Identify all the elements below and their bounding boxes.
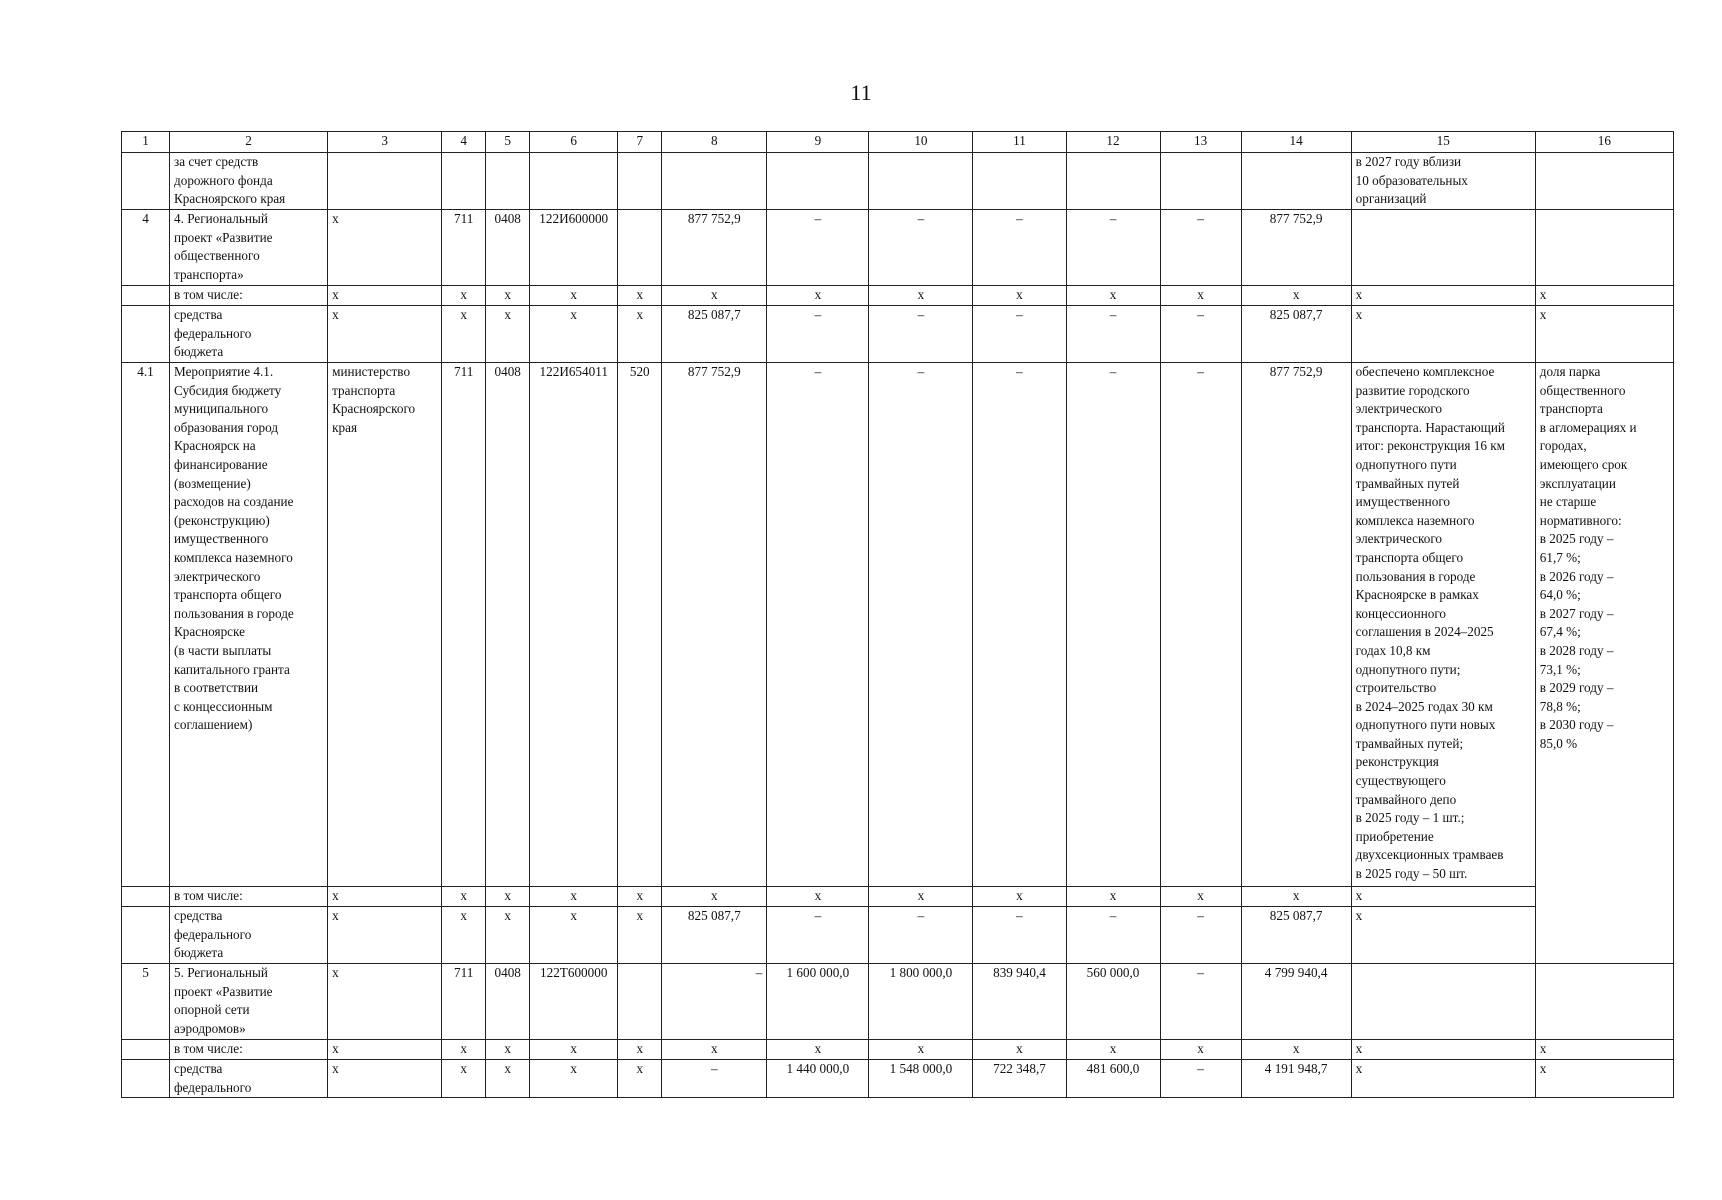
administrator-cell: х (328, 210, 442, 286)
table-row (122, 1040, 1674, 1060)
column-number-7: 7 (618, 132, 662, 153)
cell-expense-type: х (618, 1060, 662, 1098)
cell-value-12: – (1066, 907, 1160, 964)
cell-value-11: – (973, 907, 1066, 964)
administrator-cell: х (328, 964, 442, 1040)
cell-value-13: – (1160, 1060, 1241, 1098)
administrator-cell: министерство транспорта Красноярского края (328, 363, 442, 887)
cell-total: х (1241, 286, 1351, 306)
cell-indicator: х (1535, 306, 1673, 363)
cell-value-12: – (1066, 306, 1160, 363)
cell-value-8: – (662, 964, 767, 1040)
administrator-cell: х (328, 306, 442, 363)
cell-grbs: х (442, 907, 486, 964)
item-name-cell: 5. Региональный проект «Развитие опорной сети аэродромов» (170, 964, 328, 1040)
cell-indicator (1535, 153, 1673, 210)
cell-value-9: – (767, 907, 869, 964)
cell-result (1351, 964, 1535, 1040)
row-number-cell (122, 1060, 170, 1098)
column-number-row (122, 132, 1674, 153)
item-name-cell: средства федерального бюджета (170, 907, 328, 964)
cell-value-10 (869, 153, 973, 210)
cell-value-8: 825 087,7 (662, 306, 767, 363)
item-name-cell: средства федерального (170, 1060, 328, 1098)
cell-grbs: 711 (442, 210, 486, 286)
cell-total: 4 799 940,4 (1241, 964, 1351, 1040)
cell-target-article: х (530, 306, 618, 363)
cell-indicator: х (1535, 1060, 1673, 1098)
cell-indicator: доля парка общественного транспорта в агломерациях и городах, имеющего срок эксплуатации не старше нормативного: в 2025 году – 61,7 %; в 2026 году – 64,0 %; в 2027 году – 67,4 %; в 2028 году – 73,1 %; в 2029 году – 78,8 %; в 2030 году – 85,0 % (1535, 363, 1673, 887)
cell-result: х (1351, 306, 1535, 363)
cell-value-9: – (767, 210, 869, 286)
column-number-15: 15 (1351, 132, 1535, 153)
cell-value-8: 825 087,7 (662, 907, 767, 964)
column-number-3: 3 (328, 132, 442, 153)
cell-result: х (1351, 907, 1535, 964)
cell-total: 877 752,9 (1241, 363, 1351, 887)
cell-value-11 (973, 153, 1066, 210)
cell-value-11: – (973, 363, 1066, 887)
administrator-cell: х (328, 1060, 442, 1098)
cell-target-article: х (530, 286, 618, 306)
table-row (122, 363, 1674, 887)
cell-value-10: – (869, 306, 973, 363)
cell-expense-type: х (618, 907, 662, 964)
column-number-14: 14 (1241, 132, 1351, 153)
column-number-11: 11 (973, 132, 1066, 153)
cell-value-10: – (869, 363, 973, 887)
cell-value-12: 481 600,0 (1066, 1060, 1160, 1098)
cell-expense-type: х (618, 286, 662, 306)
cell-grbs: 711 (442, 363, 486, 887)
cell-value-9: – (767, 363, 869, 887)
cell-value-13 (1160, 153, 1241, 210)
table-row (122, 306, 1674, 363)
table-row (122, 907, 1674, 964)
cell-total: 825 087,7 (1241, 907, 1351, 964)
administrator-cell (328, 153, 442, 210)
item-name-cell: в том числе: (170, 1040, 328, 1060)
cell-value-13: – (1160, 907, 1241, 964)
column-number-2: 2 (170, 132, 328, 153)
cell-target-article: х (530, 1060, 618, 1098)
row-number-cell (122, 907, 170, 964)
cell-value-12: х (1066, 286, 1160, 306)
cell-value-12: х (1066, 1040, 1160, 1060)
cell-expense-type: х (618, 306, 662, 363)
table-row (122, 210, 1674, 286)
cell-target-article: х (530, 887, 618, 907)
cell-value-10: х (869, 1040, 973, 1060)
cell-grbs: х (442, 306, 486, 363)
column-number-5: 5 (486, 132, 530, 153)
cell-indicator (1535, 964, 1673, 1040)
page-number: 11 (850, 80, 872, 105)
cell-target-article (530, 153, 618, 210)
row-number-cell (122, 153, 170, 210)
item-name-cell: в том числе: (170, 887, 328, 907)
cell-value-10: 1 800 000,0 (869, 964, 973, 1040)
cell-value-11: 839 940,4 (973, 964, 1066, 1040)
cell-value-8: х (662, 1040, 767, 1060)
cell-grbs (442, 153, 486, 210)
column-number-10: 10 (869, 132, 973, 153)
item-name-cell: в том числе: (170, 286, 328, 306)
cell-total: х (1241, 887, 1351, 907)
administrator-cell: х (328, 1040, 442, 1060)
cell-result: х (1351, 887, 1535, 907)
row-number-cell: 5 (122, 964, 170, 1040)
table-row (122, 887, 1674, 907)
cell-value-11: – (973, 210, 1066, 286)
cell-result: х (1351, 1060, 1535, 1098)
cell-section: 0408 (486, 210, 530, 286)
cell-value-13: х (1160, 286, 1241, 306)
row-number-cell (122, 286, 170, 306)
cell-section: х (486, 306, 530, 363)
cell-expense-type (618, 964, 662, 1040)
column-number-1: 1 (122, 132, 170, 153)
budget-table (121, 131, 1674, 1098)
cell-value-10: 1 548 000,0 (869, 1060, 973, 1098)
column-number-8: 8 (662, 132, 767, 153)
administrator-cell: х (328, 887, 442, 907)
column-number-9: 9 (767, 132, 869, 153)
cell-section: 0408 (486, 964, 530, 1040)
cell-target-article: 122И600000 (530, 210, 618, 286)
cell-result: в 2027 году вблизи 10 образовательных организаций (1351, 153, 1535, 210)
cell-grbs: х (442, 1040, 486, 1060)
cell-value-12: – (1066, 363, 1160, 887)
cell-value-11: х (973, 286, 1066, 306)
cell-value-13: – (1160, 306, 1241, 363)
row-number-cell: 4.1 (122, 363, 170, 887)
row-number-cell: 4 (122, 210, 170, 286)
cell-total: 4 191 948,7 (1241, 1060, 1351, 1098)
cell-value-8: 877 752,9 (662, 363, 767, 887)
administrator-cell: х (328, 907, 442, 964)
cell-value-9: х (767, 887, 869, 907)
cell-value-11: х (973, 1040, 1066, 1060)
cell-result: обеспечено комплексное развитие городского электрического транспорта. Нарастающий итог: реконструкция 16 км однопутного пути трамвайных путей имущественного комплекса наземного электрического транспорта общего пользования в городе Красноярске в рамках концессионного соглашения в 2024–2025 годах 10,8 км однопутного пути; строительство в 2024–2025 годах 30 км однопутного пути новых трамвайных путей; реконструкция существующего трамвайного депо в 2025 году – 1 шт.; приобретение двухсекционных трамваев в 2025 году – 50 шт. (1351, 363, 1535, 887)
cell-section (486, 153, 530, 210)
item-name-cell: средства федерального бюджета (170, 306, 328, 363)
cell-indicator (1535, 907, 1673, 964)
cell-grbs: х (442, 286, 486, 306)
item-name-cell: за счет средств дорожного фонда Красноярского края (170, 153, 328, 210)
cell-value-9: 1 440 000,0 (767, 1060, 869, 1098)
cell-section: х (486, 907, 530, 964)
cell-value-9: – (767, 306, 869, 363)
cell-expense-type (618, 153, 662, 210)
cell-section: 0408 (486, 363, 530, 887)
cell-value-13: х (1160, 887, 1241, 907)
cell-value-9: х (767, 286, 869, 306)
cell-value-10: х (869, 887, 973, 907)
cell-value-8: х (662, 887, 767, 907)
cell-value-8: – (662, 1060, 767, 1098)
cell-expense-type (618, 210, 662, 286)
column-number-4: 4 (442, 132, 486, 153)
item-name-cell: 4. Региональный проект «Развитие общественного транспорта» (170, 210, 328, 286)
cell-value-12: 560 000,0 (1066, 964, 1160, 1040)
table-row (122, 964, 1674, 1040)
cell-grbs: 711 (442, 964, 486, 1040)
cell-value-8: х (662, 286, 767, 306)
cell-expense-type: х (618, 887, 662, 907)
cell-result: х (1351, 286, 1535, 306)
cell-target-article: 122Т600000 (530, 964, 618, 1040)
column-number-16: 16 (1535, 132, 1673, 153)
cell-value-13: х (1160, 1040, 1241, 1060)
cell-total (1241, 153, 1351, 210)
column-number-12: 12 (1066, 132, 1160, 153)
cell-target-article: х (530, 907, 618, 964)
cell-indicator (1535, 210, 1673, 286)
cell-value-10: – (869, 907, 973, 964)
cell-value-11: 722 348,7 (973, 1060, 1066, 1098)
row-number-cell (122, 1040, 170, 1060)
cell-total: 825 087,7 (1241, 306, 1351, 363)
row-number-cell (122, 887, 170, 907)
row-number-cell (122, 306, 170, 363)
cell-value-9 (767, 153, 869, 210)
cell-value-13: – (1160, 363, 1241, 887)
cell-value-9: 1 600 000,0 (767, 964, 869, 1040)
cell-value-11: х (973, 887, 1066, 907)
cell-value-12: – (1066, 210, 1160, 286)
table-row (122, 1060, 1674, 1098)
cell-value-8 (662, 153, 767, 210)
cell-target-article: х (530, 1040, 618, 1060)
cell-value-11: – (973, 306, 1066, 363)
cell-total: 877 752,9 (1241, 210, 1351, 286)
column-number-6: 6 (530, 132, 618, 153)
cell-value-12: х (1066, 887, 1160, 907)
cell-result: х (1351, 1040, 1535, 1060)
cell-section: х (486, 1040, 530, 1060)
cell-indicator: х (1535, 1040, 1673, 1060)
cell-indicator: х (1535, 286, 1673, 306)
cell-section: х (486, 1060, 530, 1098)
cell-value-10: – (869, 210, 973, 286)
cell-expense-type: х (618, 1040, 662, 1060)
cell-value-10: х (869, 286, 973, 306)
item-name-cell: Мероприятие 4.1. Субсидия бюджету муниципального образования город Красноярск на финансирование (возмещение) расходов на создание (реконструкцию) имущественного комплекса наземного электрического транспорта общего пользования в городе Красноярске (в части выплаты капитального гранта в соответствии с концессионным соглашением) (170, 363, 328, 887)
cell-value-12 (1066, 153, 1160, 210)
cell-indicator (1535, 887, 1673, 907)
cell-grbs: х (442, 887, 486, 907)
column-number-13: 13 (1160, 132, 1241, 153)
administrator-cell: х (328, 286, 442, 306)
cell-expense-type: 520 (618, 363, 662, 887)
cell-total: х (1241, 1040, 1351, 1060)
table-row (122, 286, 1674, 306)
table-row (122, 153, 1674, 210)
cell-value-9: х (767, 1040, 869, 1060)
cell-section: х (486, 286, 530, 306)
cell-result (1351, 210, 1535, 286)
cell-section: х (486, 887, 530, 907)
cell-value-8: 877 752,9 (662, 210, 767, 286)
cell-value-13: – (1160, 210, 1241, 286)
cell-value-13: – (1160, 964, 1241, 1040)
cell-grbs: х (442, 1060, 486, 1098)
cell-target-article: 122И654011 (530, 363, 618, 887)
